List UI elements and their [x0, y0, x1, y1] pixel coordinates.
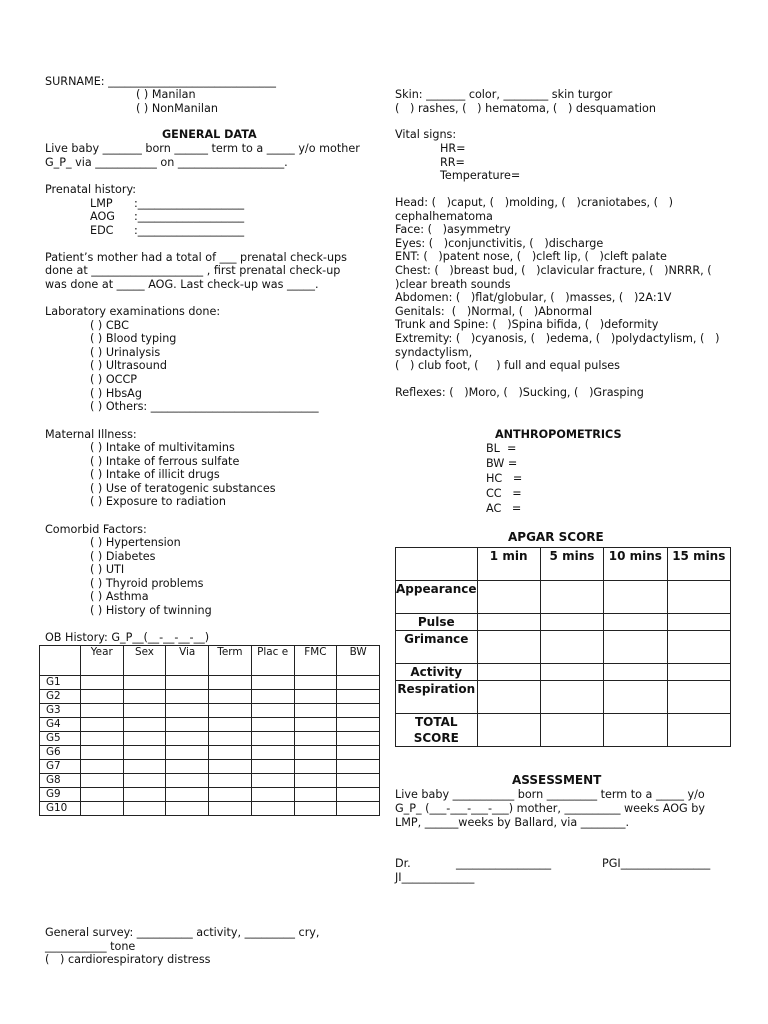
maternal-item-multivitamins[interactable]: ( ) Intake of multivitamins [90, 441, 235, 454]
ob-cell[interactable] [80, 676, 123, 690]
apgar-header-15min: 15 mins [667, 548, 730, 581]
checkup-line1[interactable]: Patient’s mother had a total of ___ prenatal check-ups [45, 251, 347, 264]
ob-header-year: Year [80, 646, 123, 676]
ob-cell[interactable] [294, 788, 337, 802]
anthro-hc-field[interactable]: HC = [486, 472, 523, 485]
manilan-option[interactable]: ( ) Manilan [136, 88, 196, 101]
ob-cell[interactable] [337, 732, 380, 746]
dr-label: Dr. [395, 857, 411, 870]
comorbid-item-thyroid[interactable]: ( ) Thyroid problems [90, 577, 204, 590]
ob-cell[interactable] [123, 732, 166, 746]
ob-cell[interactable] [166, 774, 209, 788]
vital-rr-field[interactable]: RR= [440, 156, 465, 169]
ob-cell[interactable] [166, 746, 209, 760]
checkup-line3[interactable]: was done at _____ AOG. Last check-up was _____. [45, 278, 319, 291]
ob-cell[interactable] [123, 704, 166, 718]
lab-item-occp[interactable]: ( ) OCCP [90, 373, 138, 386]
ob-row-label: G3 [40, 704, 81, 718]
apgar-header-5min: 5 mins [540, 548, 603, 581]
ob-cell[interactable] [251, 732, 294, 746]
ob-cell[interactable] [80, 746, 123, 760]
ob-cell[interactable] [337, 704, 380, 718]
ob-cell[interactable] [80, 760, 123, 774]
ob-cell[interactable] [123, 676, 166, 690]
apgar-row-respiration: Respiration [396, 681, 478, 714]
ob-row-label: G2 [40, 690, 81, 704]
ob-cell[interactable] [294, 718, 337, 732]
general-survey-line1[interactable]: General survey: __________ activity, _________ cry, [45, 926, 320, 939]
ob-cell[interactable] [208, 760, 251, 774]
ob-cell[interactable] [123, 690, 166, 704]
ob-cell[interactable] [80, 732, 123, 746]
ob-cell[interactable] [337, 774, 380, 788]
apgar-cell[interactable] [540, 581, 603, 614]
prenatal-aog-field[interactable]: :___________________ [134, 210, 245, 223]
apgar-row-grimance: Grimance [396, 631, 478, 664]
prenatal-lmp-field[interactable]: :___________________ [134, 197, 245, 210]
apgar-score-table [395, 547, 731, 747]
ob-cell[interactable] [294, 760, 337, 774]
apgar-cell[interactable] [540, 664, 603, 681]
vital-signs-title: Vital signs: [395, 128, 457, 141]
apgar-cell[interactable] [667, 664, 730, 681]
prenatal-edc-field[interactable]: :___________________ [134, 224, 245, 237]
ob-cell[interactable] [251, 788, 294, 802]
ob-cell[interactable] [337, 690, 380, 704]
lab-item-cbc[interactable]: ( ) CBC [90, 319, 129, 332]
vital-hr-field[interactable]: HR= [440, 142, 466, 155]
maternal-item-ferrous[interactable]: ( ) Intake of ferrous sulfate [90, 455, 240, 468]
pe-trunk-spine[interactable]: Trunk and Spine: ( )Spina bifida, ( )deformity [395, 318, 659, 331]
apgar-cell[interactable] [667, 631, 730, 664]
ob-history-title[interactable]: OB History: G_P__(__-__-__-__) [45, 631, 210, 644]
assessment-line1[interactable]: Live baby ___________ born _________ term to a _____ y/o [395, 788, 705, 801]
ob-row-label: G8 [40, 774, 81, 788]
assessment-title: ASSESSMENT [512, 773, 602, 787]
assessment-line2[interactable]: G_P_ (___-___-___-___) mother, __________ weeks AOG by [395, 802, 705, 815]
lab-item-hbsag[interactable]: ( ) HbsAg [90, 387, 142, 400]
ob-cell[interactable] [208, 690, 251, 704]
pe-eyes[interactable]: Eyes: ( )conjunctivitis, ( )discharge [395, 237, 604, 250]
ob-row-label: G10 [40, 802, 81, 816]
ob-cell[interactable] [337, 760, 380, 774]
apgar-cell[interactable] [667, 581, 730, 614]
apgar-cell[interactable] [540, 631, 603, 664]
apgar-cell[interactable] [667, 681, 730, 714]
general-data-line1[interactable]: Live baby _______ born ______ term to a _____ y/o mother [45, 142, 360, 155]
apgar-header-1min: 1 min [477, 548, 540, 581]
ob-cell[interactable] [166, 802, 209, 816]
ob-history-table [39, 645, 380, 816]
dr-signature-field[interactable]: _________________ [456, 857, 552, 870]
cardiorespiratory-distress-option[interactable]: ( ) cardiorespiratory distress [45, 953, 211, 966]
apgar-cell[interactable] [604, 681, 667, 714]
lab-item-ultrasound[interactable]: ( ) Ultrasound [90, 359, 167, 372]
ob-cell[interactable] [294, 676, 337, 690]
ob-cell[interactable] [80, 802, 123, 816]
ob-row-label: G6 [40, 746, 81, 760]
ob-cell[interactable] [166, 760, 209, 774]
ob-cell[interactable] [208, 676, 251, 690]
general-data-line2[interactable]: G_P_ via ___________ on ___________________. [45, 156, 288, 169]
ob-cell[interactable] [337, 788, 380, 802]
ob-row-label: G7 [40, 760, 81, 774]
anthro-bl-field[interactable]: BL = [486, 442, 517, 455]
ob-cell[interactable] [251, 760, 294, 774]
maternal-item-radiation[interactable]: ( ) Exposure to radiation [90, 495, 226, 508]
apgar-cell[interactable] [667, 714, 730, 747]
ob-cell[interactable] [251, 774, 294, 788]
ob-cell[interactable] [166, 704, 209, 718]
ob-row-label: G9 [40, 788, 81, 802]
pe-head-cont[interactable]: cephalhematoma [395, 210, 493, 223]
checkup-line2[interactable]: done at ____________________ , first prenatal check-up [45, 264, 341, 277]
ob-cell[interactable] [123, 774, 166, 788]
skin-line1[interactable]: Skin: _______ color, ________ skin turgor [395, 88, 613, 101]
anthropometrics-title: ANTHROPOMETRICS [495, 428, 622, 441]
ob-cell[interactable] [251, 802, 294, 816]
ob-cell[interactable] [166, 676, 209, 690]
pe-ent[interactable]: ENT: ( )patent nose, ( )cleft lip, ( )cleft palate [395, 250, 667, 263]
ob-cell[interactable] [208, 732, 251, 746]
apgar-cell[interactable] [477, 614, 540, 631]
nonmanilan-option[interactable]: ( ) NonManilan [136, 102, 218, 115]
anthro-ac-field[interactable]: AC = [486, 502, 522, 515]
ob-header-blank [40, 646, 81, 676]
apgar-title: APGAR SCORE [508, 530, 604, 544]
apgar-cell[interactable] [477, 581, 540, 614]
ob-cell[interactable] [166, 690, 209, 704]
ob-cell[interactable] [294, 802, 337, 816]
general-survey-line2[interactable]: ___________ tone [45, 940, 136, 953]
maternal-item-illicit[interactable]: ( ) Intake of illicit drugs [90, 468, 220, 481]
ob-cell[interactable] [80, 690, 123, 704]
prenatal-title: Prenatal history: [45, 183, 137, 196]
comorbid-item-uti[interactable]: ( ) UTI [90, 563, 125, 576]
maternal-title: Maternal Illness: [45, 428, 137, 441]
ob-cell[interactable] [123, 746, 166, 760]
ob-header-sex: Sex [123, 646, 166, 676]
apgar-row-appearance: Appearance [396, 581, 478, 614]
apgar-cell[interactable] [477, 664, 540, 681]
apgar-cell[interactable] [604, 614, 667, 631]
apgar-cell[interactable] [540, 614, 603, 631]
apgar-cell[interactable] [477, 714, 540, 747]
ob-header-place: Plac e [251, 646, 294, 676]
ob-cell[interactable] [208, 802, 251, 816]
ob-cell[interactable] [294, 746, 337, 760]
apgar-row-total-score: TOTAL SCORE [396, 714, 478, 747]
reflexes-line[interactable]: Reflexes: ( )Moro, ( )Sucking, ( )Grasping [395, 386, 644, 399]
ob-cell[interactable] [294, 732, 337, 746]
ob-cell[interactable] [166, 788, 209, 802]
apgar-cell[interactable] [477, 681, 540, 714]
apgar-row-pulse: Pulse [396, 614, 478, 631]
ob-cell[interactable] [123, 802, 166, 816]
surname-field[interactable]: SURNAME: ______________________________ [45, 75, 276, 88]
apgar-cell[interactable] [540, 714, 603, 747]
pe-club-foot[interactable]: ( ) club foot, ( ) full and equal pulses [395, 359, 620, 372]
apgar-cell[interactable] [540, 681, 603, 714]
apgar-cell[interactable] [667, 614, 730, 631]
ob-cell[interactable] [123, 788, 166, 802]
pe-head[interactable]: Head: ( )caput, ( )molding, ( )craniotabes, ( ) [395, 196, 674, 209]
ob-cell[interactable] [166, 718, 209, 732]
ob-cell[interactable] [251, 690, 294, 704]
prenatal-aog-label: AOG [90, 210, 115, 223]
pe-chest[interactable]: Chest: ( )breast bud, ( )clavicular fracture, ( )NRRR, ( [395, 264, 712, 277]
ob-header-term: Term [208, 646, 251, 676]
apgar-cell[interactable] [477, 631, 540, 664]
ob-cell[interactable] [337, 676, 380, 690]
ob-cell[interactable] [166, 732, 209, 746]
pe-chest-cont[interactable]: )clear breath sounds [395, 278, 511, 291]
comorbid-item-twinning[interactable]: ( ) History of twinning [90, 604, 212, 617]
ob-cell[interactable] [251, 704, 294, 718]
pe-extremity[interactable]: Extremity: ( )cyanosis, ( )edema, ( )polydactylism, ( ) [395, 332, 720, 345]
prenatal-edc-label: EDC [90, 224, 114, 237]
ob-cell[interactable] [208, 788, 251, 802]
pe-extremity-cont[interactable]: syndactylism, [395, 346, 473, 359]
comorbid-item-hypertension[interactable]: ( ) Hypertension [90, 536, 181, 549]
ob-cell[interactable] [208, 774, 251, 788]
vital-temp-field[interactable]: Temperature= [440, 169, 521, 182]
general-data-title: GENERAL DATA [162, 128, 257, 141]
ob-cell[interactable] [251, 718, 294, 732]
ob-cell[interactable] [294, 774, 337, 788]
anthro-cc-field[interactable]: CC = [486, 487, 522, 500]
ob-cell[interactable] [123, 718, 166, 732]
ob-row-label: G4 [40, 718, 81, 732]
ob-header-via: Via [166, 646, 209, 676]
apgar-cell[interactable] [604, 664, 667, 681]
lab-item-others[interactable]: ( ) Others: ______________________________ [90, 400, 319, 413]
maternal-item-teratogenic[interactable]: ( ) Use of teratogenic substances [90, 482, 276, 495]
ob-cell[interactable] [80, 718, 123, 732]
skin-line2[interactable]: ( ) rashes, ( ) hematoma, ( ) desquamation [395, 102, 656, 115]
ob-cell[interactable] [294, 704, 337, 718]
ob-cell[interactable] [251, 676, 294, 690]
pe-face[interactable]: Face: ( )asymmetry [395, 223, 511, 236]
apgar-cell[interactable] [604, 631, 667, 664]
apgar-row-activity: Activity [396, 664, 478, 681]
ob-cell[interactable] [80, 788, 123, 802]
ji-signature-field[interactable]: JI_____________ [395, 871, 475, 884]
assessment-line3[interactable]: LMP, ______weeks by Ballard, via ________. [395, 816, 630, 829]
ob-cell[interactable] [294, 690, 337, 704]
apgar-header-blank [396, 548, 478, 581]
ob-cell[interactable] [80, 774, 123, 788]
ob-cell[interactable] [123, 760, 166, 774]
ob-header-bw: BW [337, 646, 380, 676]
lab-item-urinalysis[interactable]: ( ) Urinalysis [90, 346, 161, 359]
ob-row-label: G5 [40, 732, 81, 746]
comorbid-item-diabetes[interactable]: ( ) Diabetes [90, 550, 156, 563]
apgar-cell[interactable] [604, 714, 667, 747]
pe-genitals[interactable]: Genitals: ( )Normal, ( )Abnormal [395, 305, 593, 318]
ob-cell[interactable] [337, 746, 380, 760]
ob-row-label: G1 [40, 676, 81, 690]
ob-cell[interactable] [337, 802, 380, 816]
lab-title: Laboratory examinations done: [45, 305, 221, 318]
pgi-signature-field[interactable]: PGI________________ [602, 857, 711, 870]
apgar-header-10min: 10 mins [604, 548, 667, 581]
lab-item-blood-typing[interactable]: ( ) Blood typing [90, 332, 177, 345]
comorbid-title: Comorbid Factors: [45, 523, 147, 536]
prenatal-lmp-label: LMP [90, 197, 113, 210]
ob-cell[interactable] [208, 746, 251, 760]
ob-cell[interactable] [251, 746, 294, 760]
ob-header-fmc: FMC [294, 646, 337, 676]
anthro-bw-field[interactable]: BW = [486, 457, 518, 470]
pe-abdomen[interactable]: Abdomen: ( )flat/globular, ( )masses, ( )2A:1V [395, 291, 672, 304]
ob-cell[interactable] [208, 718, 251, 732]
ob-cell[interactable] [337, 718, 380, 732]
ob-cell[interactable] [208, 704, 251, 718]
ob-cell[interactable] [80, 704, 123, 718]
apgar-cell[interactable] [604, 581, 667, 614]
comorbid-item-asthma[interactable]: ( ) Asthma [90, 590, 149, 603]
